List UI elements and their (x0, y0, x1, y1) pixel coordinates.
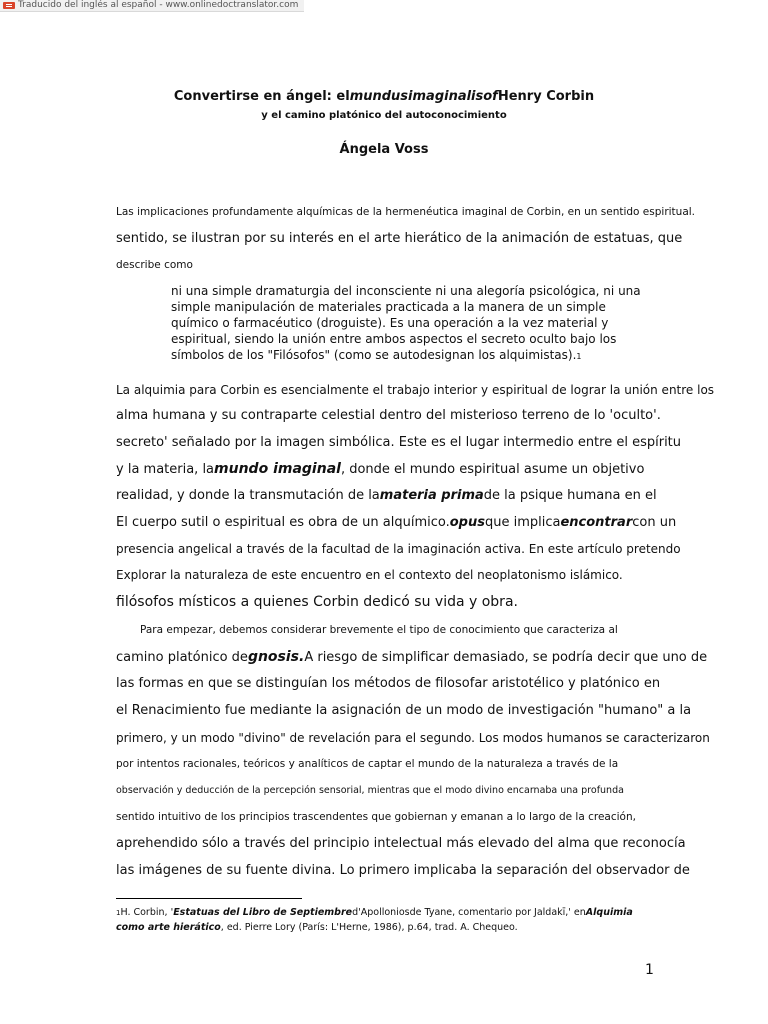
paragraph-line: por intentos racionales, teóricos y analíticos de captar el mundo de la naturaleza a través de la (116, 758, 619, 770)
block-quote-line: espiritual, siendo la unión entre ambos aspectos el secreto oculto bajo los (171, 332, 617, 346)
paragraph-line: alma humana y su contraparte celestial dentro del misterioso terreno de lo 'oculto'. (116, 408, 661, 423)
paragraph-line: La alquimia para Corbin es esencialmente el trabajo interior y espiritual de lograr la unión entre los (116, 383, 715, 397)
paragraph-line (116, 461, 644, 477)
emphasis-text: materia prima (379, 488, 484, 503)
paragraph-line: Las implicaciones profundamente alquímicas de la hermenéutica imaginal de Corbin, en un sentido espiritual. (116, 206, 696, 218)
translator-banner-text: Traducido del inglés al español - www.onlinedoctranslator.com (18, 0, 299, 10)
paragraph-line (116, 515, 676, 530)
paragraph-line: aprehendido sólo a través del principio intelectual más elevado del alma que reconocía (116, 836, 686, 851)
line-text: con un (632, 515, 677, 530)
title-italic-text: mundusimaginalisof (349, 89, 498, 104)
line-text: camino platónico de (116, 650, 248, 665)
paragraph-line: presencia angelical a través de la facultad de la imaginación activa. En este artículo pretendo (116, 542, 681, 556)
line-text: realidad, y donde la transmutación de la (116, 488, 380, 503)
block-quote-line (171, 348, 582, 362)
paragraph-line: sentido, se ilustran por su interés en el arte hierático de la animación de estatuas, que (116, 231, 683, 246)
footnote-number: 1 (116, 909, 121, 917)
paragraph-line: filósofos místicos a quienes Corbin dedicó su vida y obra. (116, 594, 518, 610)
paragraph-line: describe como (116, 259, 193, 271)
line-text: que implica (484, 515, 561, 530)
paragraph-line (116, 649, 707, 665)
line-text: A riesgo de simplificar demasiado, se podría decir que uno de (304, 650, 708, 665)
document-subtitle: y el camino platónico del autoconocimiento (261, 110, 507, 121)
emphasis-text: mundo imaginal (214, 461, 341, 477)
translator-logo-icon (3, 2, 15, 9)
footnote-emphasis: como arte hierático (116, 922, 221, 933)
footnote-line (116, 922, 518, 933)
line-text: El cuerpo sutil o espiritual es obra de un alquímico. (116, 515, 450, 530)
footnote-ref[interactable]: 1 (576, 352, 582, 361)
paragraph-line (116, 488, 657, 503)
paragraph-line: las formas en que se distinguían los métodos de filosofar aristotélico y platónico en (116, 676, 661, 691)
block-quote-text: símbolos de los "Filósofos" (como se autodesignan los alquimistas). (171, 348, 577, 362)
line-text: , donde el mundo espiritual asume un objetivo (340, 462, 645, 477)
emphasis-text: encontrar (560, 515, 633, 530)
paragraph-line: primero, y un modo "divino" de revelación para el segundo. Los modos humanos se caracterizaron (116, 731, 710, 745)
document-title (0, 89, 768, 104)
footnote-text: H. Corbin, ' (120, 907, 174, 918)
emphasis-text: gnosis. (247, 649, 305, 665)
footnote-text: , ed. Pierre Lory (París: L'Herne, 1986), p.64, trad. A. Chequeo. (220, 922, 518, 933)
line-text: y la materia, la (116, 462, 215, 477)
title-text: Convertirse en ángel: el (173, 89, 350, 104)
block-quote-line: químico o farmacéutico (droguiste). Es una operación a la vez material y (171, 316, 609, 330)
paragraph-line: el Renacimiento fue mediante la asignación de un modo de investigación "humano" a la (116, 703, 692, 718)
paragraph-line: observación y deducción de la percepción sensorial, mientras que el modo divino encarnaba una profunda (116, 785, 624, 796)
emphasis-text: opus (449, 515, 485, 530)
footnote-text: d'Apolloniosde Tyane, comentario por Jaldakī,' en (352, 907, 586, 918)
footnote-emphasis: Alquimia (585, 907, 633, 918)
block-quote-line: simple manipulación de materiales practicada a la manera de un simple (171, 300, 606, 314)
footnote-emphasis: Estatuas del Libro de Septiembre (173, 907, 353, 918)
paragraph-line: secreto' señalado por la imagen simbólica. Este es el lugar intermedio entre el espíritu (116, 435, 682, 450)
paragraph-line: Explorar la naturaleza de este encuentro en el contexto del neoplatonismo islámico. (116, 568, 623, 582)
footnote-line (116, 907, 633, 918)
paragraph-line: sentido intuitivo de los principios trascendentes que gobiernan y emanan a lo largo de la creación, (116, 811, 636, 823)
block-quote-line: ni una simple dramaturgia del inconsciente ni una alegoría psicológica, ni una (171, 284, 641, 298)
author-name: Ángela Voss (339, 142, 429, 157)
paragraph-line: las imágenes de su fuente divina. Lo primero implicaba la separación del observador de (116, 863, 690, 878)
line-text: de la psique humana en el (483, 488, 657, 503)
title-author-text: Henry Corbin (497, 89, 595, 104)
footnote-separator (116, 898, 302, 899)
page-number: 1 (645, 962, 654, 978)
translator-banner[interactable] (0, 0, 304, 12)
paragraph-line: Para empezar, debemos considerar brevemente el tipo de conocimiento que caracteriza al (140, 624, 618, 636)
